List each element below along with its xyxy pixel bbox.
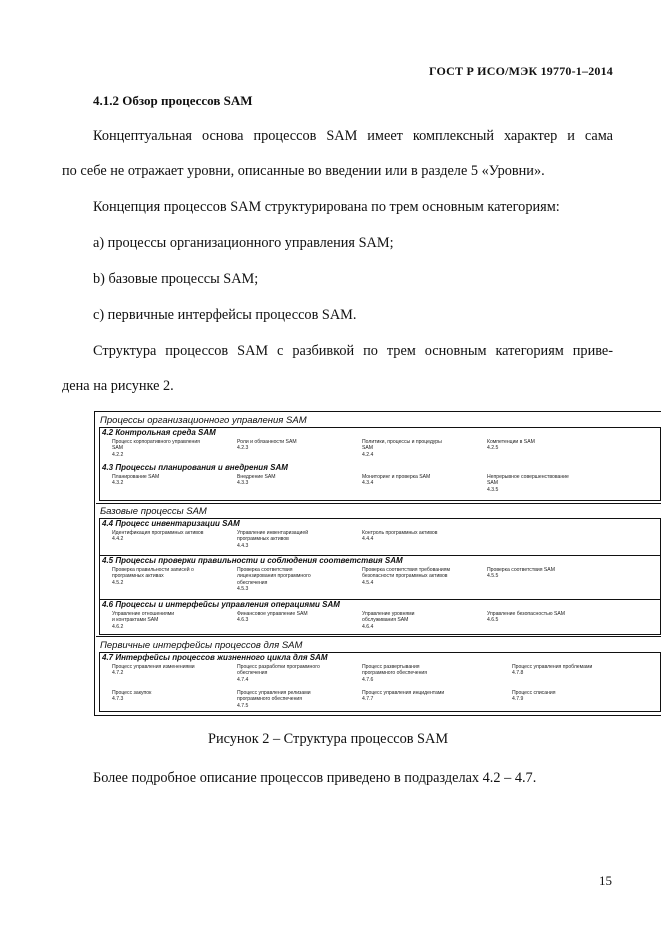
figure-caption: Рисунок 2 – Структура процессов SAM [208, 731, 449, 747]
category-organizational-management [96, 412, 661, 503]
list-item-c: c) первичные интерфейсы процессов SAM. [93, 307, 357, 323]
list-item-a: a) процессы организационного управления SAM; [93, 235, 394, 251]
process-item: Управление инвентаризацией программных активов 4.4.3 [237, 530, 309, 549]
process-item: Процесс управления релизами программного обеспечения 4.7.5 [237, 690, 311, 709]
process-item: Идентификация программных активов 4.4.2 [112, 530, 204, 543]
paragraph-1-line-1: Концептуальная основа процессов SAM имеет комплексный характер и сама [93, 128, 613, 144]
closing-paragraph: Более подробное описание процессов приведено в подразделах 4.2 – 4.7. [93, 770, 537, 786]
process-item: Процесс управления проблемами 4.7.8 [512, 664, 593, 677]
category-box [99, 518, 661, 635]
process-item: Процесс списания 4.7.9 [512, 690, 556, 703]
section-heading: 4.1.2 Обзор процессов SAM [93, 93, 253, 108]
category-primary-interfaces [96, 636, 661, 714]
group-title: 4.6 Процессы и интерфейсы управления операциями SAM [102, 600, 340, 609]
group-title: 4.2 Контрольная среда SAM [102, 428, 216, 437]
process-item: Процесс управления инцидентами 4.7.7 [362, 690, 445, 703]
category-base-processes [96, 503, 661, 637]
process-item: Внедрение SAM 4.3.3 [237, 474, 276, 487]
process-item: Процесс корпоративного управления SAM 4.2.2 [112, 439, 200, 458]
group-4-3 [100, 463, 660, 501]
paragraph-1-line-2: по себе не отражает уровни, описанные во введении или в разделе 5 «Уровни». [62, 163, 545, 179]
process-item: Непрерывное совершенствование SAM 4.3.5 [487, 474, 569, 493]
process-item: Управление уровнями обслуживания SAM 4.6.4 [362, 611, 415, 630]
process-item: Управление отношениями и контрактами SAM 4.6.2 [112, 611, 175, 630]
group-title: 4.7 Интерфейсы процессов жизненного цикла для SAM [102, 653, 328, 662]
process-item: Планирование SAM 4.3.2 [112, 474, 160, 487]
process-item: Процесс разработки программного обеспечения 4.7.4 [237, 664, 320, 683]
page-number: 15 [599, 873, 612, 888]
process-item: Управление безопасностью SAM 4.6.5 [487, 611, 566, 624]
process-item: Процесс закупок 4.7.3 [112, 690, 152, 703]
category-box [99, 427, 661, 501]
category-title: Процессы организационного управления SAM [100, 415, 307, 426]
process-item: Проверка соответствия требованиям безопасности программных активов 4.5.4 [362, 567, 451, 586]
process-item: Проверка правильности записей о программных активах 4.5.2 [112, 567, 194, 586]
process-item: Проверка соответствия лицензирования программного обеспечения 4.5.3 [237, 567, 311, 592]
group-4-7 [100, 653, 660, 712]
process-item: Роли и обязанности SAM 4.2.3 [237, 439, 297, 452]
group-4-5 [100, 555, 660, 600]
group-4-4 [100, 519, 660, 555]
paragraph-3-line-1: Структура процессов SAM с разбивкой по трем основным категориям приве- [93, 343, 613, 359]
group-title: 4.5 Процессы проверки правильности и соблюдения соответствия SAM [102, 556, 403, 565]
process-item: Мониторинг и проверка SAM 4.3.4 [362, 474, 431, 487]
group-4-6 [100, 599, 660, 636]
list-item-b: b) базовые процессы SAM; [93, 271, 259, 287]
paragraph-3-line-2: дена на рисунке 2. [62, 378, 174, 394]
process-item: Процесс развертывания программного обеспечения 4.7.6 [362, 664, 427, 683]
category-title: Базовые процессы SAM [100, 506, 207, 517]
process-item: Финансовое управление SAM 4.6.3 [237, 611, 308, 624]
category-title: Первичные интерфейсы процессов для SAM [100, 640, 303, 651]
group-title: 4.4 Процесс инвентаризации SAM [102, 519, 240, 528]
process-item: Проверка соответствия SAM 4.5.5 [487, 567, 555, 580]
process-item: Компетенции в SAM 4.2.5 [487, 439, 535, 452]
paragraph-2: Концепция процессов SAM структурирована по трем основным категориям: [93, 199, 560, 215]
group-4-2 [100, 428, 660, 463]
process-item: Политики, процессы и процедуры SAM 4.2.4 [362, 439, 442, 458]
group-title: 4.3 Процессы планирования и внедрения SAM [102, 463, 288, 472]
document-header: ГОСТ Р ИСО/МЭК 19770-1–2014 [428, 64, 613, 78]
category-box [99, 652, 661, 712]
process-item: Процесс управления изменениями 4.7.2 [112, 664, 195, 677]
process-item: Контроль программных активов 4.4.4 [362, 530, 438, 543]
sam-process-figure [94, 411, 661, 716]
